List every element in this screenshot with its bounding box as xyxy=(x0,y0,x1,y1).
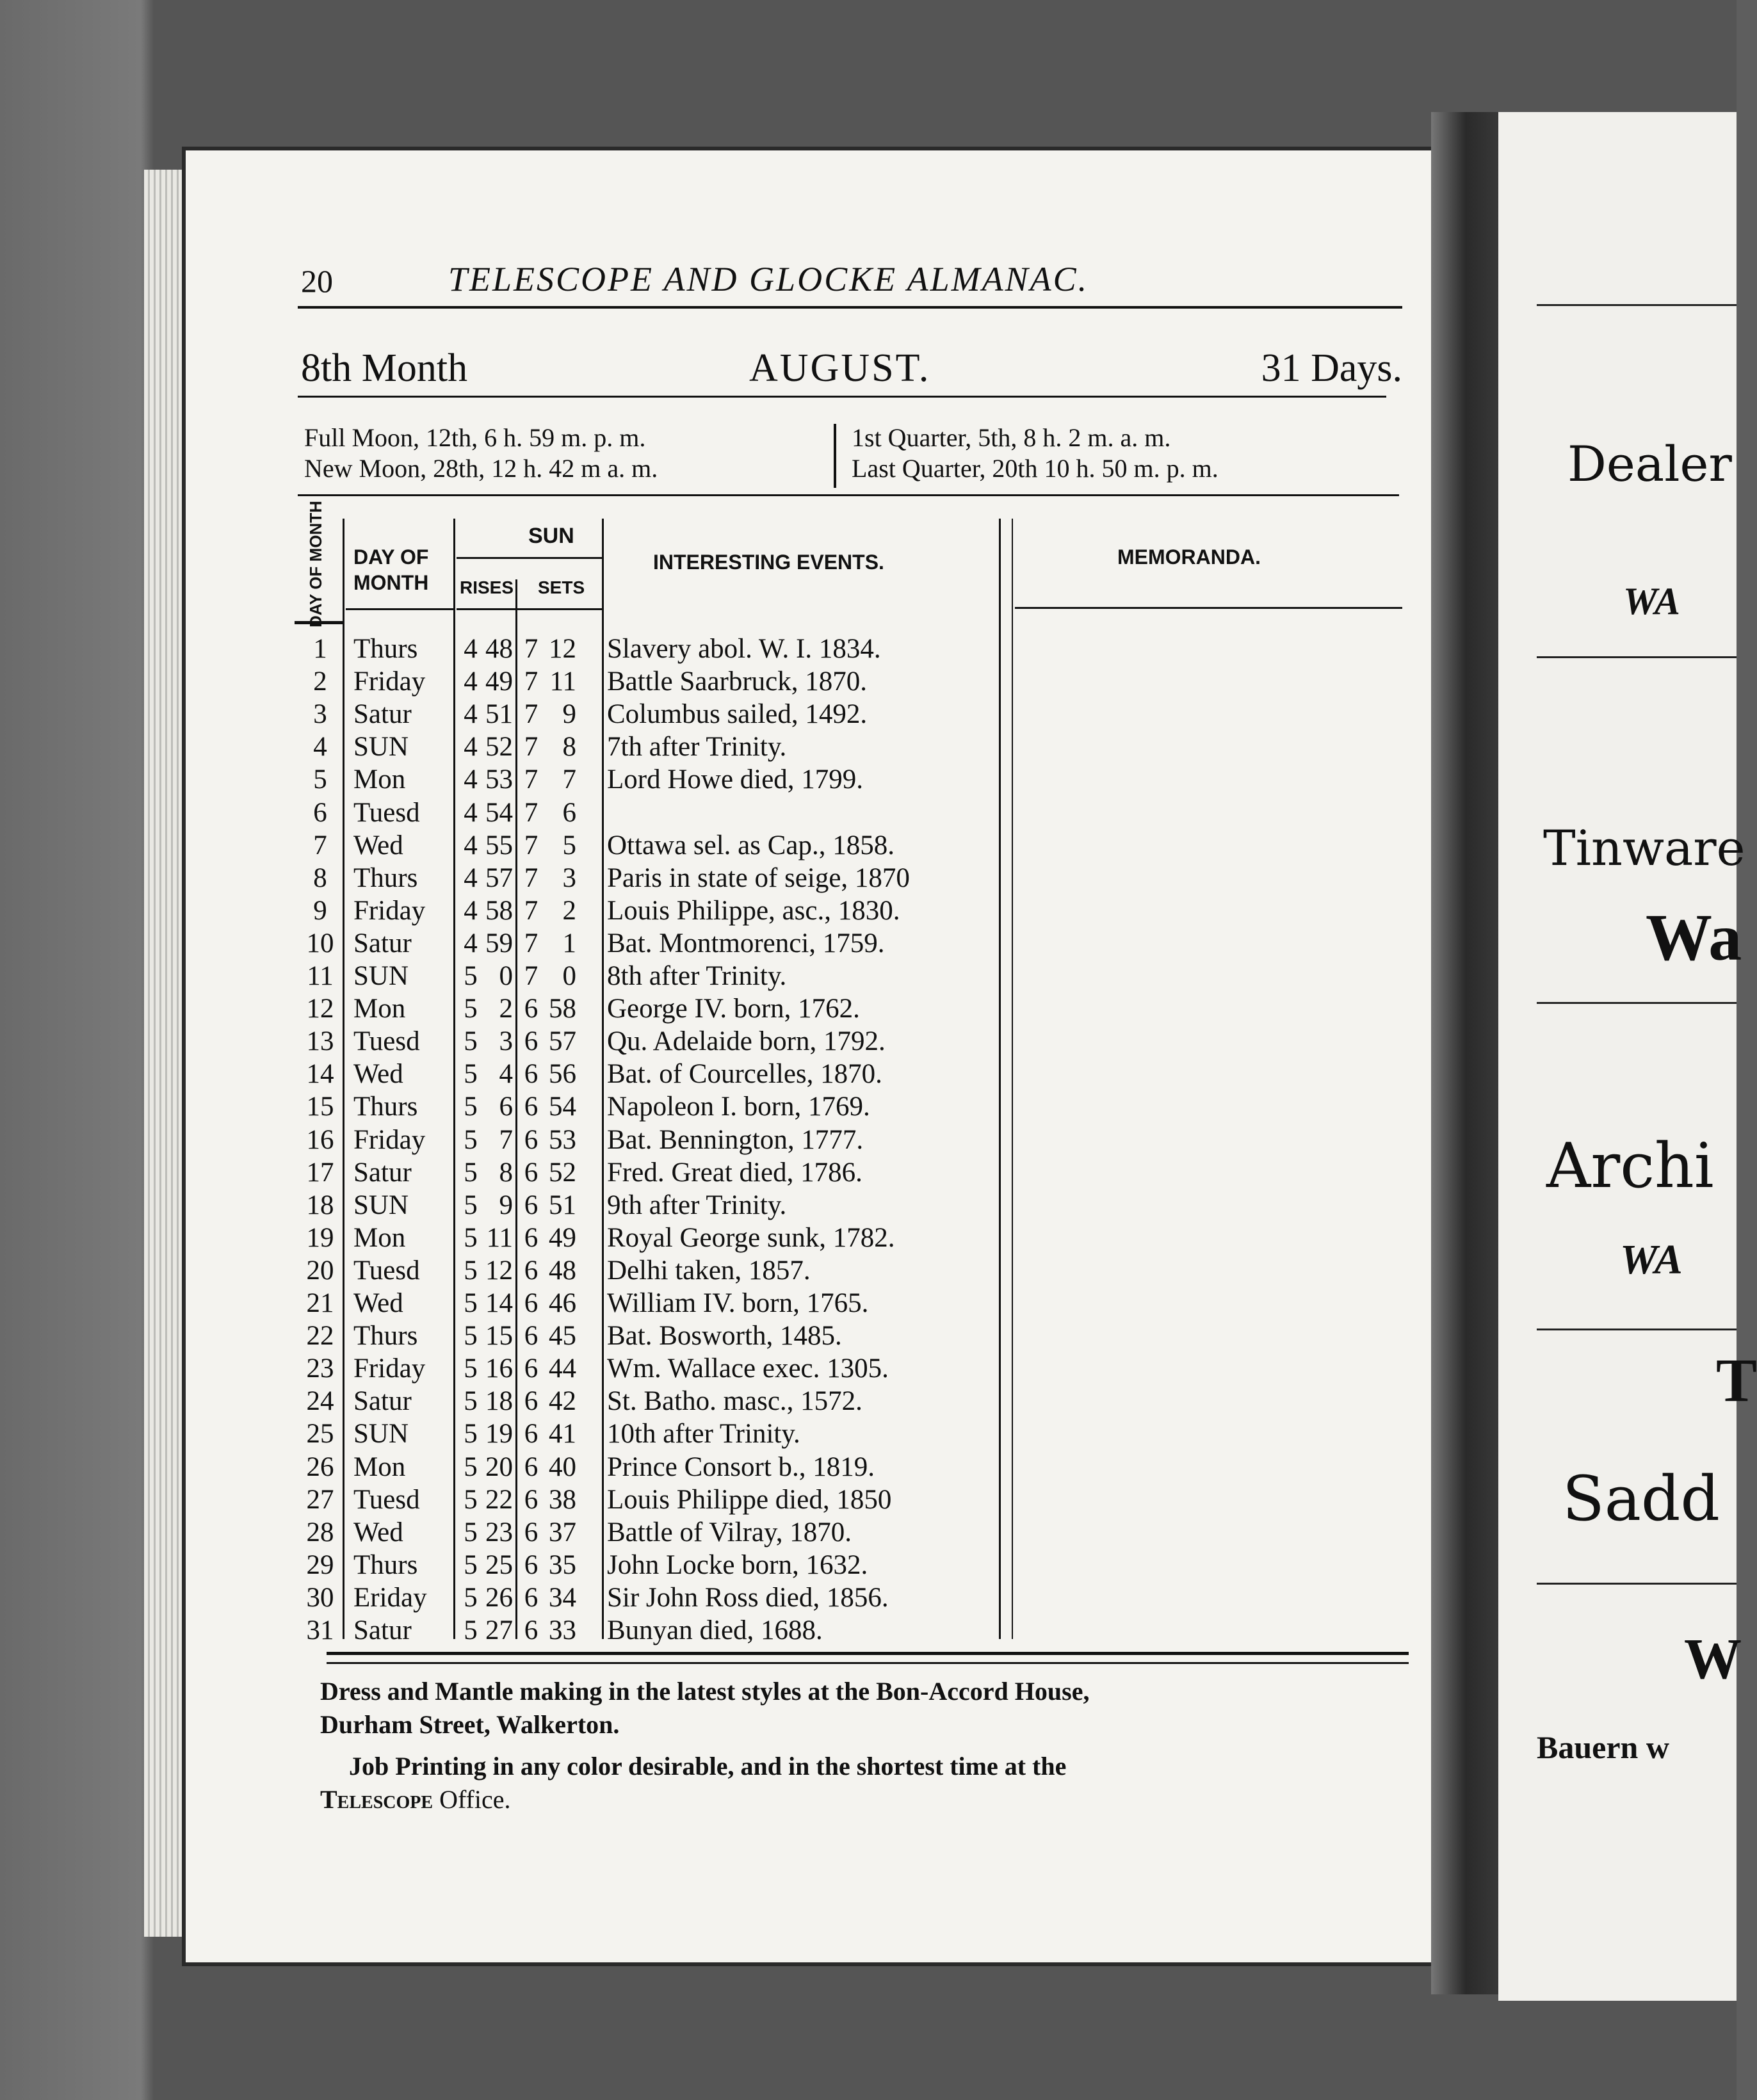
sunset-minute: 11 xyxy=(549,666,576,697)
weekday: Satur xyxy=(353,1386,412,1417)
day-number: 30 xyxy=(306,1582,334,1613)
sunset-minute: 44 xyxy=(549,1353,576,1384)
new-moon: New Moon, 28th, 12 h. 42 m a. m. xyxy=(304,454,658,483)
event-text: St. Batho. masc., 1572. xyxy=(607,1386,862,1417)
table-row xyxy=(295,960,1306,992)
sunset-minute: 56 xyxy=(549,1059,576,1090)
sunrise-minute: 48 xyxy=(485,634,513,664)
sunset-minute: 2 xyxy=(562,895,576,926)
sunset-hour: 6 xyxy=(524,1484,538,1515)
right-fragment: W xyxy=(1684,1628,1742,1691)
event-text: 7th after Trinity. xyxy=(607,732,787,763)
right-rule xyxy=(1537,1002,1737,1004)
day-number: 11 xyxy=(307,961,334,991)
day-number: 27 xyxy=(306,1484,334,1515)
weekday: Thurs xyxy=(353,1092,418,1122)
table-row xyxy=(295,1287,1306,1320)
weekday: Wed xyxy=(353,830,403,860)
event-text: Louis Philippe died, 1850 xyxy=(607,1484,892,1515)
table-row xyxy=(295,1549,1306,1581)
sunrise-hour: 4 xyxy=(464,634,478,664)
header-rule xyxy=(457,608,603,610)
sunrise-hour: 5 xyxy=(464,1582,478,1613)
day-number: 16 xyxy=(306,1124,334,1155)
event-text: Bat. Bosworth, 1485. xyxy=(607,1321,842,1352)
month-heading xyxy=(301,346,1402,397)
header-day-of-month: DAY OF MONTH xyxy=(306,501,325,627)
sunrise-hour: 4 xyxy=(464,928,478,958)
weekday: Eriday xyxy=(353,1582,427,1613)
almanac-table xyxy=(295,501,1402,1645)
right-fragment: T xyxy=(1716,1346,1757,1414)
sunset-minute: 53 xyxy=(549,1124,576,1155)
sunrise-hour: 4 xyxy=(464,732,478,763)
event-text: William IV. born, 1765. xyxy=(607,1288,869,1318)
sunset-minute: 35 xyxy=(549,1549,576,1580)
sunrise-hour: 4 xyxy=(464,862,478,893)
weekday: Satur xyxy=(353,699,412,730)
sunset-minute: 8 xyxy=(562,732,576,763)
weekday: Satur xyxy=(353,1157,412,1188)
day-number: 18 xyxy=(306,1190,334,1220)
sunrise-minute: 49 xyxy=(485,666,513,697)
weekday: SUN xyxy=(353,732,409,763)
event-text: Columbus sailed, 1492. xyxy=(607,699,868,730)
header-weekday: DAY OF MONTH xyxy=(353,545,429,594)
sunrise-minute: 58 xyxy=(485,895,513,926)
event-text: Battle Saarbruck, 1870. xyxy=(607,666,868,697)
event-text: Bat. Bennington, 1777. xyxy=(607,1124,864,1155)
sunrise-minute: 16 xyxy=(485,1353,513,1384)
weekday: Tuesd xyxy=(353,1026,420,1057)
sunrise-minute: 51 xyxy=(485,699,513,730)
sunset-hour: 6 xyxy=(524,1026,538,1057)
weekday: Tuesd xyxy=(353,1255,420,1286)
sunrise-minute: 15 xyxy=(485,1321,513,1352)
table-row xyxy=(295,1025,1306,1058)
weekday: SUN xyxy=(353,1419,409,1450)
sunrise-minute: 53 xyxy=(485,764,513,795)
day-number: 24 xyxy=(306,1386,334,1417)
weekday: Tuesd xyxy=(353,1484,420,1515)
right-fragment: Tinware xyxy=(1543,820,1745,876)
table-row xyxy=(295,1222,1306,1254)
event-text: Paris in state of seige, 1870 xyxy=(607,862,910,893)
sunset-hour: 7 xyxy=(524,961,538,991)
sunset-minute: 52 xyxy=(549,1157,576,1188)
event-text: Delhi taken, 1857. xyxy=(607,1255,811,1286)
sunset-minute: 46 xyxy=(549,1288,576,1318)
month-days: 31 Days. xyxy=(1261,346,1402,390)
table-row xyxy=(295,1581,1306,1614)
day-number: 4 xyxy=(313,732,327,763)
table-row xyxy=(295,698,1306,731)
table-row xyxy=(295,992,1306,1025)
sunset-hour: 6 xyxy=(524,1549,538,1580)
table-row xyxy=(295,665,1306,698)
day-number: 19 xyxy=(306,1222,334,1253)
sunrise-hour: 5 xyxy=(464,1321,478,1352)
month-name: AUGUST. xyxy=(749,346,931,390)
event-text: Slavery abol. W. I. 1834. xyxy=(607,634,881,664)
right-rule xyxy=(1537,304,1737,306)
day-number: 12 xyxy=(306,994,334,1024)
sunrise-minute: 0 xyxy=(499,961,513,991)
sunset-minute: 1 xyxy=(562,928,576,958)
event-text: Napoleon I. born, 1769. xyxy=(607,1092,870,1122)
sunset-minute: 9 xyxy=(562,699,576,730)
event-text: Battle of Vilray, 1870. xyxy=(607,1517,852,1547)
table-row xyxy=(295,1254,1306,1287)
event-text: Bat. of Courcelles, 1870. xyxy=(607,1059,882,1090)
right-fragment: WA xyxy=(1623,580,1680,622)
right-page xyxy=(1498,112,1737,2001)
day-number: 26 xyxy=(306,1451,334,1482)
sunset-hour: 6 xyxy=(524,1582,538,1613)
sunset-hour: 6 xyxy=(524,1157,538,1188)
day-number: 20 xyxy=(306,1255,334,1286)
sunrise-minute: 6 xyxy=(499,1092,513,1122)
event-text: 9th after Trinity. xyxy=(607,1190,787,1220)
table-bottom-rule xyxy=(327,1662,1409,1664)
sunset-minute: 34 xyxy=(549,1582,576,1613)
event-text: Bunyan died, 1688. xyxy=(607,1615,823,1645)
sunset-minute: 40 xyxy=(549,1451,576,1482)
header-rises: RISES xyxy=(460,578,514,597)
book-gutter xyxy=(1431,112,1508,1994)
table-row xyxy=(295,1320,1306,1352)
day-number: 22 xyxy=(306,1321,334,1352)
month-rule xyxy=(298,396,1386,398)
header-sets: SETS xyxy=(538,578,585,597)
sunrise-minute: 22 xyxy=(485,1484,513,1515)
sunset-minute: 37 xyxy=(549,1517,576,1547)
sunrise-hour: 5 xyxy=(464,1157,478,1188)
day-number: 25 xyxy=(306,1419,334,1450)
sunset-minute: 41 xyxy=(549,1419,576,1450)
sunset-hour: 6 xyxy=(524,1353,538,1384)
right-fragment: Wa xyxy=(1646,901,1742,974)
day-number: 6 xyxy=(313,797,327,828)
sunrise-minute: 59 xyxy=(485,928,513,958)
sunrise-minute: 57 xyxy=(485,862,513,893)
sunset-hour: 7 xyxy=(524,634,538,664)
day-number: 3 xyxy=(313,699,327,730)
event-text: John Locke born, 1632. xyxy=(607,1549,868,1580)
sunrise-hour: 5 xyxy=(464,961,478,991)
sunset-hour: 7 xyxy=(524,862,538,893)
right-rule xyxy=(1537,1329,1737,1330)
sunrise-minute: 19 xyxy=(485,1419,513,1450)
sunrise-hour: 5 xyxy=(464,1026,478,1057)
sunset-minute: 57 xyxy=(549,1026,576,1057)
sunrise-hour: 4 xyxy=(464,830,478,860)
table-row xyxy=(295,633,1306,665)
weekday: SUN xyxy=(353,1190,409,1220)
weekday: Mon xyxy=(353,764,406,795)
sunset-hour: 6 xyxy=(524,1092,538,1122)
table-row xyxy=(295,1516,1306,1549)
full-moon: Full Moon, 12th, 6 h. 59 m. p. m. xyxy=(304,423,646,452)
sunrise-hour: 5 xyxy=(464,1419,478,1450)
day-number: 13 xyxy=(306,1026,334,1057)
weekday: Thurs xyxy=(353,862,418,893)
table-row xyxy=(295,1058,1306,1090)
day-number: 17 xyxy=(306,1157,334,1188)
event-text: Ottawa sel. as Cap., 1858. xyxy=(607,830,895,860)
sunrise-hour: 4 xyxy=(464,764,478,795)
header-rule xyxy=(1015,607,1402,609)
table-row xyxy=(295,763,1306,796)
event-text: Wm. Wallace exec. 1305. xyxy=(607,1353,889,1384)
event-text: 10th after Trinity. xyxy=(607,1419,800,1450)
day-number: 10 xyxy=(306,928,334,958)
table-row xyxy=(295,1418,1306,1450)
table-row xyxy=(295,1156,1306,1189)
right-fragment: Bauern w xyxy=(1537,1729,1669,1765)
sunrise-hour: 4 xyxy=(464,797,478,828)
sunset-hour: 7 xyxy=(524,764,538,795)
sunset-hour: 7 xyxy=(524,928,538,958)
weekday: Wed xyxy=(353,1288,403,1318)
right-fragment: Dealer xyxy=(1567,435,1732,492)
event-text: Lord Howe died, 1799. xyxy=(607,764,864,795)
day-number: 28 xyxy=(306,1517,334,1547)
sunrise-hour: 5 xyxy=(464,994,478,1024)
day-number: 2 xyxy=(313,666,327,697)
sunset-hour: 6 xyxy=(524,994,538,1024)
sunset-hour: 6 xyxy=(524,1288,538,1318)
header-rule xyxy=(298,306,1402,309)
sunset-hour: 7 xyxy=(524,895,538,926)
weekday: Wed xyxy=(353,1517,403,1547)
sunset-hour: 7 xyxy=(524,732,538,763)
sunset-hour: 6 xyxy=(524,1615,538,1645)
sunset-hour: 6 xyxy=(524,1190,538,1220)
sunset-hour: 6 xyxy=(524,1451,538,1482)
sunrise-minute: 27 xyxy=(485,1615,513,1645)
sunrise-minute: 54 xyxy=(485,797,513,828)
event-text: George IV. born, 1762. xyxy=(607,994,860,1024)
sunrise-minute: 18 xyxy=(485,1386,513,1417)
event-text: Qu. Adelaide born, 1792. xyxy=(607,1026,886,1057)
table-row xyxy=(295,1189,1306,1222)
phase-divider xyxy=(834,424,836,488)
event-text: Prince Consort b., 1819. xyxy=(607,1451,875,1482)
footer-ad-address: Durham Street, Walkerton. xyxy=(320,1710,620,1739)
right-fragment: WA xyxy=(1620,1236,1683,1283)
sunrise-minute: 14 xyxy=(485,1288,513,1318)
weekday: Mon xyxy=(353,1222,406,1253)
weekday: Thurs xyxy=(353,634,418,664)
first-quarter: 1st Quarter, 5th, 8 h. 2 m. a. m. xyxy=(852,423,1171,452)
day-number: 15 xyxy=(306,1092,334,1122)
sunrise-hour: 4 xyxy=(464,666,478,697)
sunrise-minute: 23 xyxy=(485,1517,513,1547)
telescope-brand: Telescope xyxy=(320,1785,433,1814)
sunrise-minute: 11 xyxy=(486,1222,513,1253)
table-row xyxy=(295,1483,1306,1516)
right-fragment: Archi xyxy=(1546,1130,1714,1202)
sunset-hour: 6 xyxy=(524,1517,538,1547)
day-number: 7 xyxy=(313,830,327,860)
sunset-hour: 7 xyxy=(524,830,538,860)
sunrise-hour: 5 xyxy=(464,1255,478,1286)
sunrise-minute: 12 xyxy=(485,1255,513,1286)
sunset-minute: 48 xyxy=(549,1255,576,1286)
day-number: 9 xyxy=(313,895,327,926)
sunrise-hour: 4 xyxy=(464,699,478,730)
weekday: Mon xyxy=(353,994,406,1024)
event-text: 8th after Trinity. xyxy=(607,961,787,991)
sunset-hour: 6 xyxy=(524,1386,538,1417)
month-ordinal: 8th Month xyxy=(301,346,468,390)
page-number: 20 xyxy=(301,263,333,299)
sunrise-minute: 26 xyxy=(485,1582,513,1613)
sunrise-hour: 5 xyxy=(464,1190,478,1220)
header-events: INTERESTING EVENTS. xyxy=(653,551,884,574)
footer-ad-dress: Dress and Mantle making in the latest styles at the Bon-Accord House, xyxy=(320,1677,1090,1706)
footer-ad-printing: Job Printing in any color desirable, and in the shortest time at the xyxy=(349,1752,1067,1781)
sunset-minute: 5 xyxy=(562,830,576,860)
sunset-hour: 6 xyxy=(524,1124,538,1155)
sunset-hour: 6 xyxy=(524,1255,538,1286)
weekday: SUN xyxy=(353,961,409,991)
table-row xyxy=(295,894,1306,927)
sunset-minute: 0 xyxy=(562,961,576,991)
weekday: Friday xyxy=(353,666,426,697)
sunrise-hour: 5 xyxy=(464,1484,478,1515)
day-number: 14 xyxy=(306,1059,334,1090)
sunset-minute: 42 xyxy=(549,1386,576,1417)
day-number: 23 xyxy=(306,1353,334,1384)
table-row xyxy=(295,829,1306,862)
sunset-hour: 6 xyxy=(524,1222,538,1253)
weekday: Wed xyxy=(353,1059,403,1090)
sunrise-hour: 5 xyxy=(464,1517,478,1547)
sunset-hour: 6 xyxy=(524,1419,538,1450)
weekday: Satur xyxy=(353,928,412,958)
sunrise-minute: 9 xyxy=(499,1190,513,1220)
sunset-minute: 6 xyxy=(562,797,576,828)
day-number: 8 xyxy=(313,862,327,893)
table-bottom-rule xyxy=(327,1652,1409,1655)
right-rule xyxy=(1537,1583,1737,1585)
table-row xyxy=(295,1090,1306,1123)
sunrise-hour: 5 xyxy=(464,1451,478,1482)
sunrise-minute: 20 xyxy=(485,1451,513,1482)
day-number: 31 xyxy=(306,1615,334,1645)
sunrise-minute: 55 xyxy=(485,830,513,860)
sunset-minute: 45 xyxy=(549,1321,576,1352)
sunset-minute: 54 xyxy=(549,1092,576,1122)
sunrise-hour: 5 xyxy=(464,1059,478,1090)
header-sun: SUN xyxy=(528,524,574,548)
sunset-hour: 7 xyxy=(524,797,538,828)
table-row xyxy=(295,1451,1306,1483)
right-rule xyxy=(1537,656,1737,658)
sunset-minute: 12 xyxy=(549,634,576,664)
sunset-minute: 58 xyxy=(549,994,576,1024)
sunset-hour: 6 xyxy=(524,1059,538,1090)
sunrise-minute: 8 xyxy=(499,1157,513,1188)
event-text: Fred. Great died, 1786. xyxy=(607,1157,862,1188)
header-memoranda: MEMORANDA. xyxy=(1117,545,1261,569)
sunset-hour: 7 xyxy=(524,699,538,730)
sunrise-hour: 5 xyxy=(464,1124,478,1155)
table-row xyxy=(295,1352,1306,1385)
sunrise-hour: 5 xyxy=(464,1386,478,1417)
event-text: Bat. Montmorenci, 1759. xyxy=(607,928,885,958)
event-text: Sir John Ross died, 1856. xyxy=(607,1582,889,1613)
table-row xyxy=(295,796,1306,829)
weekday: Tuesd xyxy=(353,797,420,828)
sunrise-minute: 2 xyxy=(499,994,513,1024)
table-row xyxy=(295,1385,1306,1418)
sunrise-minute: 7 xyxy=(499,1124,513,1155)
event-text: Louis Philippe, asc., 1830. xyxy=(607,895,900,926)
sunset-minute: 51 xyxy=(549,1190,576,1220)
weekday: Friday xyxy=(353,895,426,926)
weekday: Mon xyxy=(353,1451,406,1482)
sunrise-hour: 5 xyxy=(464,1615,478,1645)
day-number: 5 xyxy=(313,764,327,795)
weekday: Satur xyxy=(353,1615,412,1645)
sunset-minute: 38 xyxy=(549,1484,576,1515)
sunrise-hour: 5 xyxy=(464,1092,478,1122)
sunrise-minute: 52 xyxy=(485,732,513,763)
footer-ad-office: Telescope Office. xyxy=(320,1785,511,1814)
sunrise-minute: 3 xyxy=(499,1026,513,1057)
sunrise-hour: 5 xyxy=(464,1549,478,1580)
day-number: 29 xyxy=(306,1549,334,1580)
table-row xyxy=(295,731,1306,763)
sun-rule xyxy=(457,557,603,559)
weekday: Friday xyxy=(353,1124,426,1155)
sunset-hour: 6 xyxy=(524,1321,538,1352)
weekday: Thurs xyxy=(353,1321,418,1352)
event-text: Royal George sunk, 1782. xyxy=(607,1222,895,1253)
sunset-hour: 7 xyxy=(524,666,538,697)
right-fragment: Sadd xyxy=(1562,1463,1720,1535)
sunrise-hour: 5 xyxy=(464,1288,478,1318)
running-title: TELESCOPE AND GLOCKE ALMANAC. xyxy=(448,260,1089,298)
table-row xyxy=(295,1124,1306,1156)
header-rule xyxy=(346,608,453,610)
sunrise-minute: 4 xyxy=(499,1059,513,1090)
table-row xyxy=(295,927,1306,960)
sunset-minute: 7 xyxy=(562,764,576,795)
sunset-minute: 33 xyxy=(549,1615,576,1645)
sunrise-minute: 25 xyxy=(485,1549,513,1580)
sunrise-hour: 4 xyxy=(464,895,478,926)
table-row xyxy=(295,862,1306,894)
table-row xyxy=(295,1614,1306,1647)
weekday: Thurs xyxy=(353,1549,418,1580)
last-quarter: Last Quarter, 20th 10 h. 50 m. p. m. xyxy=(852,454,1219,483)
sunset-minute: 49 xyxy=(549,1222,576,1253)
phase-rule xyxy=(298,494,1399,496)
day-number: 21 xyxy=(306,1288,334,1318)
weekday: Friday xyxy=(353,1353,426,1384)
sunset-minute: 3 xyxy=(562,862,576,893)
sunrise-hour: 5 xyxy=(464,1222,478,1253)
sunrise-hour: 5 xyxy=(464,1353,478,1384)
day-number: 1 xyxy=(313,634,327,664)
